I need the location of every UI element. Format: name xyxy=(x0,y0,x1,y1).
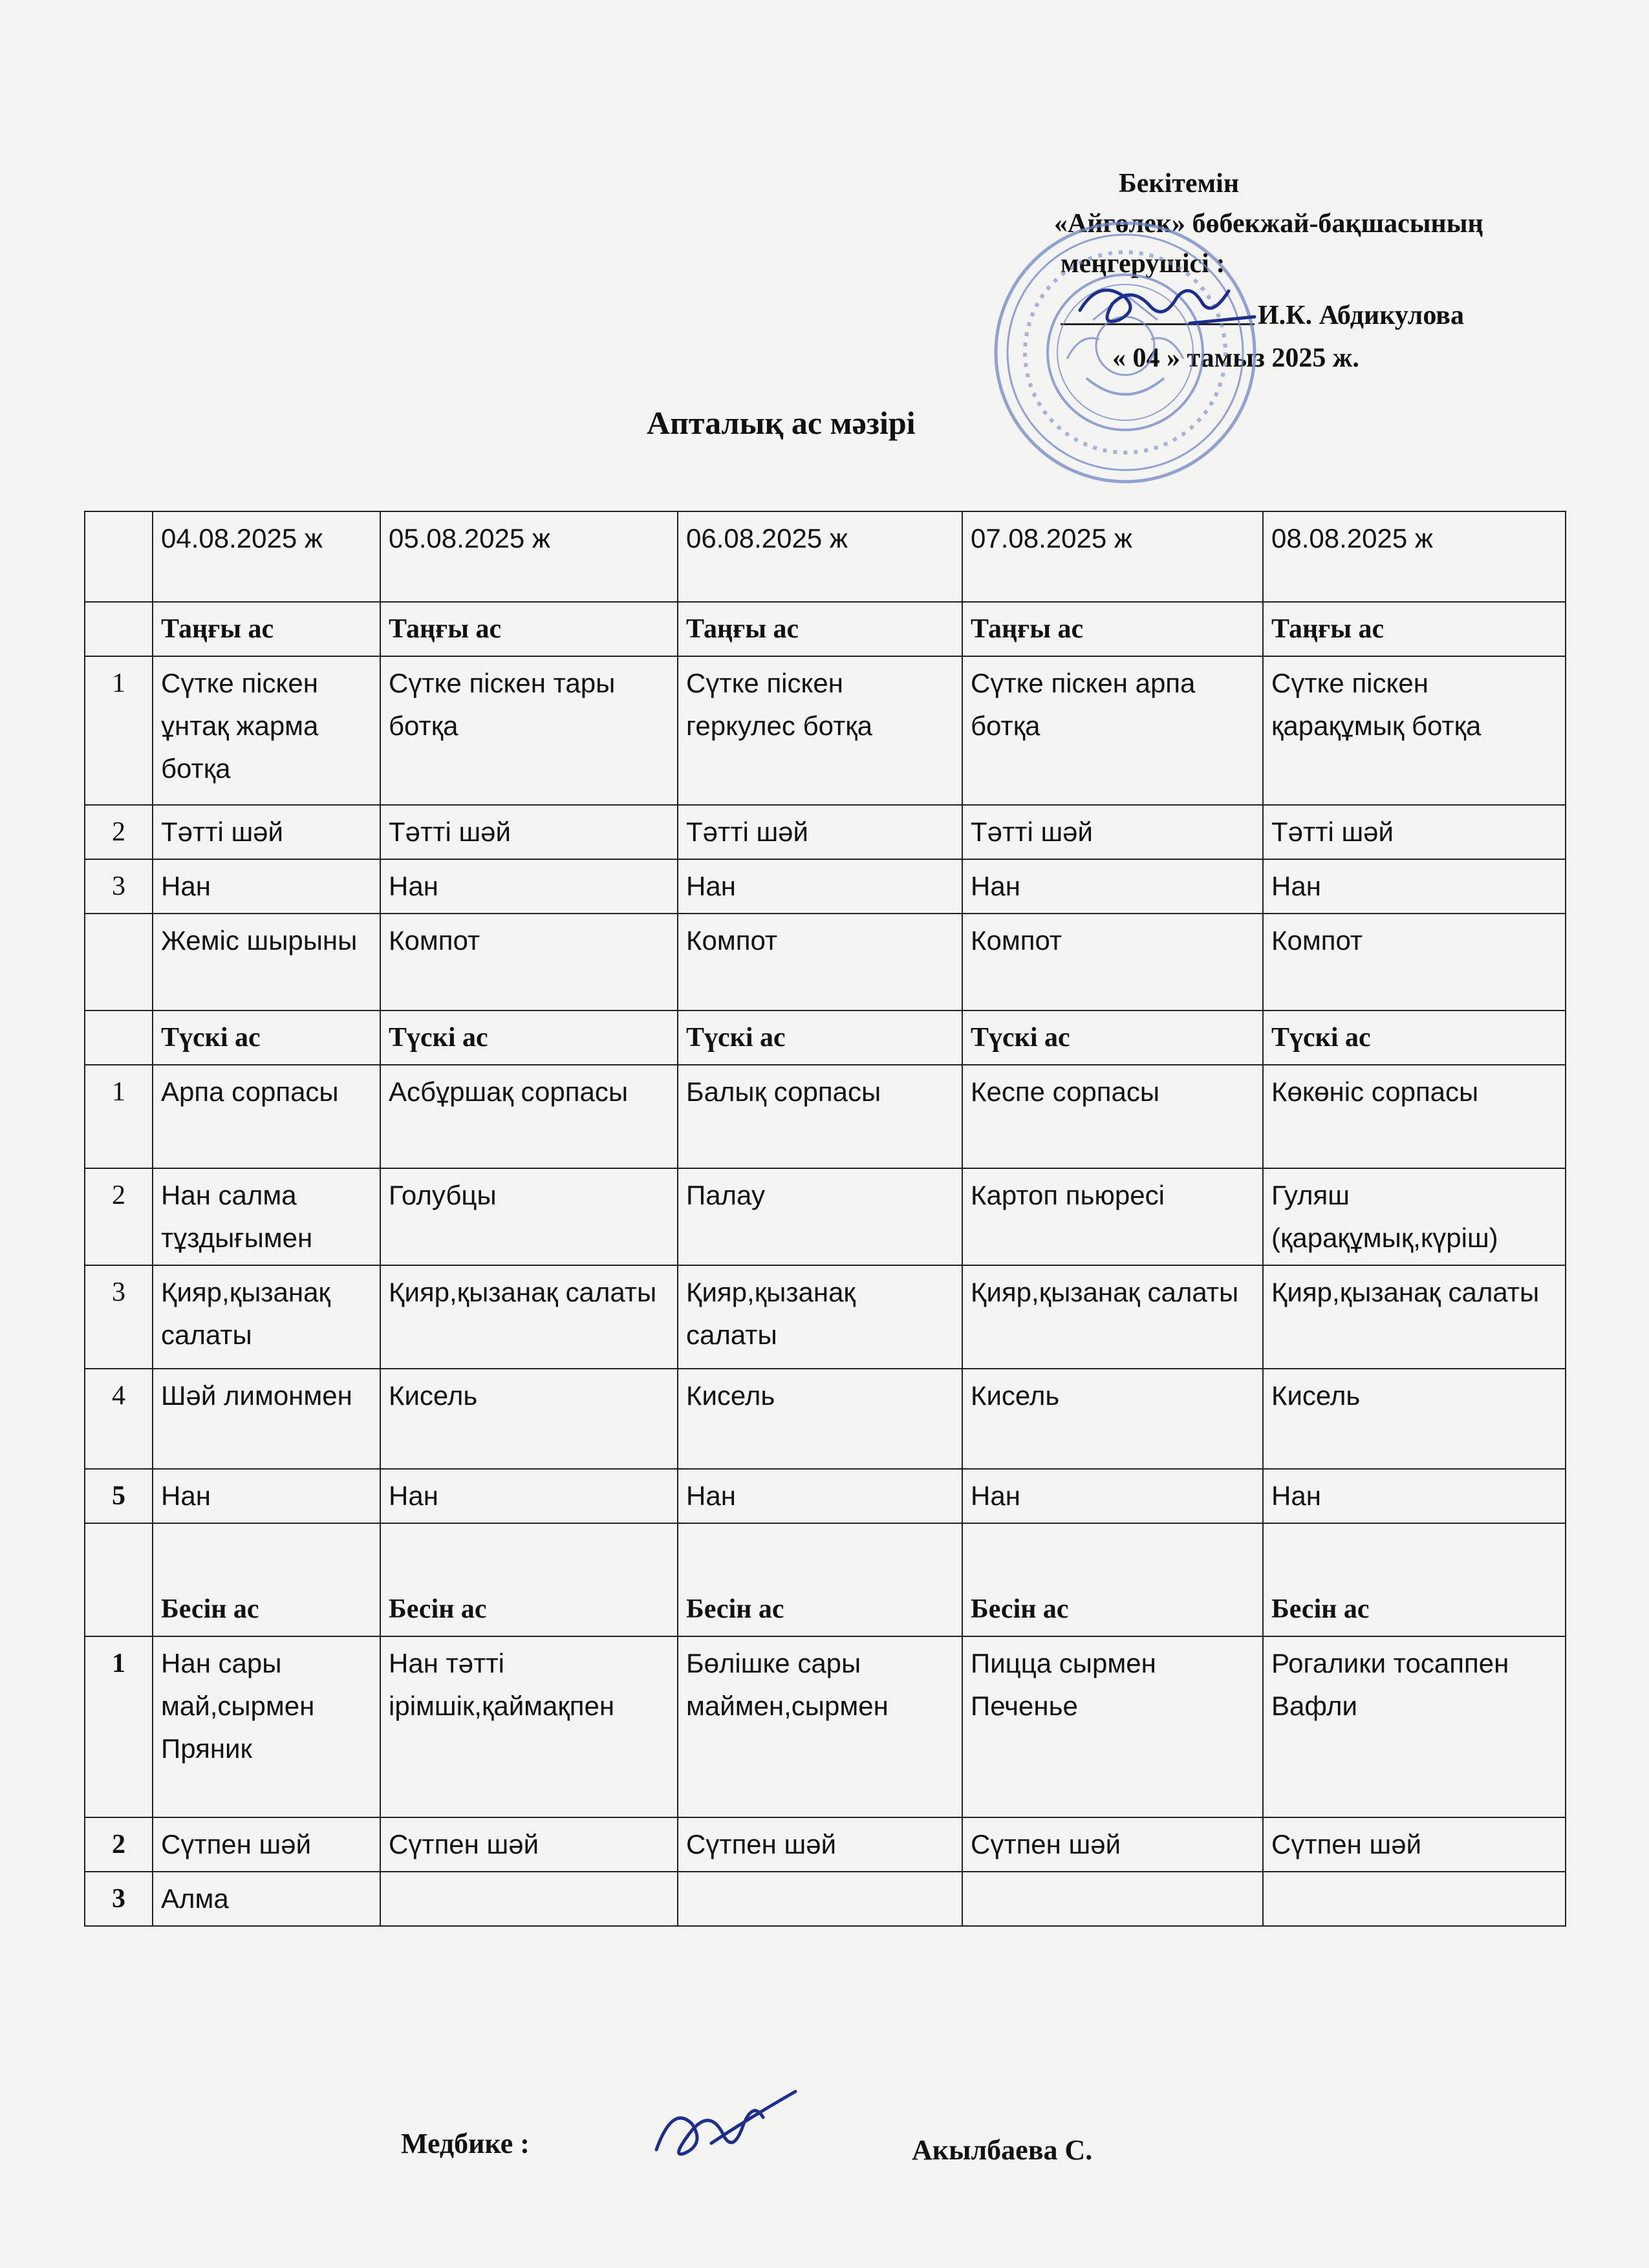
dish-cell: Қияр,қызанақ салаты xyxy=(678,1265,962,1369)
date-cell: 08.08.2025 ж xyxy=(1263,511,1566,602)
nurse-label: Медбике : xyxy=(401,2128,530,2159)
meal-name-cell: Таңғы ас xyxy=(153,602,380,656)
dish-cell: Палау xyxy=(678,1168,962,1265)
dish-cell: Кисель xyxy=(380,1369,678,1469)
dish-cell: Нан xyxy=(962,1469,1263,1523)
dish-cell: Сүтке піскен тары ботқа xyxy=(380,656,678,805)
date-cell: 05.08.2025 ж xyxy=(380,511,678,602)
nurse-signature-icon xyxy=(647,2079,802,2176)
meal-name-cell: Бесін ас xyxy=(678,1523,962,1636)
dish-cell: Сүтке піскен қарақұмық ботқа xyxy=(1263,656,1566,805)
weekly-menu-table xyxy=(84,511,1566,1927)
page-title: Апталық ас мәзірі xyxy=(647,405,916,441)
dish-cell: Асбұршақ сорпасы xyxy=(380,1065,678,1168)
dish-cell: Қияр,қызанақ салаты xyxy=(153,1265,380,1369)
dish-cell: Нан xyxy=(678,859,962,914)
dish-cell xyxy=(1263,1872,1566,1926)
dish-cell: Пицца сырмен Печенье xyxy=(962,1636,1263,1817)
dish-cell xyxy=(962,1872,1263,1926)
dish-cell: Қияр,қызанақ салаты xyxy=(1263,1265,1566,1369)
menu-row xyxy=(85,859,1566,914)
dish-cell: Кисель xyxy=(1263,1369,1566,1469)
menu-row xyxy=(85,1369,1566,1469)
dish-cell: Көкөніс сорпасы xyxy=(1263,1065,1566,1168)
dish-cell xyxy=(678,1872,962,1926)
date-cell: 07.08.2025 ж xyxy=(962,511,1263,602)
dish-cell: Балық сорпасы xyxy=(678,1065,962,1168)
menu-row xyxy=(85,1265,1566,1369)
dish-cell: Голубцы xyxy=(380,1168,678,1265)
dish-cell xyxy=(380,1872,678,1926)
date-cell: 06.08.2025 ж xyxy=(678,511,962,602)
dish-cell: Нан xyxy=(962,859,1263,914)
approval-heading: Бекітемін xyxy=(1119,169,1240,198)
dish-cell: Нан xyxy=(153,859,380,914)
dates-row xyxy=(85,511,1566,602)
meal-name-cell: Бесін ас xyxy=(1263,1523,1566,1636)
menu-row xyxy=(85,1817,1566,1872)
meal-name-cell: Түскі ас xyxy=(678,1011,962,1065)
dish-cell: Кисель xyxy=(678,1369,962,1469)
dish-cell: Тәтті шәй xyxy=(678,805,962,859)
dish-cell: Нан xyxy=(1263,1469,1566,1523)
meal-number-cell xyxy=(85,602,153,656)
dish-cell: Картоп пьюресі xyxy=(962,1168,1263,1265)
dish-cell: Тәтті шәй xyxy=(380,805,678,859)
meal-name-cell: Түскі ас xyxy=(1263,1011,1566,1065)
row-number: 2 xyxy=(85,1168,153,1265)
row-number: 1 xyxy=(85,1636,153,1817)
row-number: 2 xyxy=(85,805,153,859)
dish-cell: Тәтті шәй xyxy=(1263,805,1566,859)
corner-cell xyxy=(85,511,153,602)
dish-cell: Компот xyxy=(380,914,678,1011)
row-number: 4 xyxy=(85,1369,153,1469)
meal-name-cell: Таңғы ас xyxy=(1263,602,1566,656)
row-number: 1 xyxy=(85,656,153,805)
dish-cell: Гуляш (қарақұмық,күріш) xyxy=(1263,1168,1566,1265)
meal-header-row xyxy=(85,1011,1566,1065)
meal-name-cell: Бесін ас xyxy=(962,1523,1263,1636)
dish-cell: Сүтке піскен ұнтақ жарма ботқа xyxy=(153,656,380,805)
meal-name-cell: Түскі ас xyxy=(153,1011,380,1065)
menu-row xyxy=(85,1168,1566,1265)
meal-header-row xyxy=(85,1523,1566,1636)
row-number: 3 xyxy=(85,1265,153,1369)
row-number: 3 xyxy=(85,1872,153,1926)
dish-cell: Қияр,қызанақ салаты xyxy=(962,1265,1263,1369)
dish-cell: Кеспе сорпасы xyxy=(962,1065,1263,1168)
dish-cell: Сүтпен шәй xyxy=(153,1817,380,1872)
menu-row xyxy=(85,1872,1566,1926)
dish-cell: Рогалики тосаппен Вафли xyxy=(1263,1636,1566,1817)
meal-name-cell: Таңғы ас xyxy=(678,602,962,656)
dish-cell: Нан xyxy=(153,1469,380,1523)
meal-name-cell: Түскі ас xyxy=(380,1011,678,1065)
dish-cell: Компот xyxy=(1263,914,1566,1011)
approval-date: « 04 » тамыз 2025 ж. xyxy=(1112,343,1359,373)
dish-cell: Нан xyxy=(380,1469,678,1523)
dish-cell: Қияр,қызанақ салаты xyxy=(380,1265,678,1369)
dish-cell: Нан xyxy=(678,1469,962,1523)
director-signature-icon xyxy=(1073,272,1261,336)
dish-cell: Тәтті шәй xyxy=(962,805,1263,859)
dish-cell: Бөлішке сары маймен,сырмен xyxy=(678,1636,962,1817)
dish-cell: Нан xyxy=(380,859,678,914)
row-number: 2 xyxy=(85,1817,153,1872)
meal-name-cell: Түскі ас xyxy=(962,1011,1263,1065)
meal-name-cell: Бесін ас xyxy=(380,1523,678,1636)
dish-cell: Сүтпен шәй xyxy=(380,1817,678,1872)
dish-cell: Арпа сорпасы xyxy=(153,1065,380,1168)
dish-cell: Нан салма тұздығымен xyxy=(153,1168,380,1265)
official-seal-icon xyxy=(989,217,1261,488)
menu-row xyxy=(85,1636,1566,1817)
dish-cell: Алма xyxy=(153,1872,380,1926)
dish-cell: Компот xyxy=(962,914,1263,1011)
row-number: 1 xyxy=(85,1065,153,1168)
menu-row xyxy=(85,914,1566,1011)
dish-cell: Нан тәтті ірімшік,қаймақпен xyxy=(380,1636,678,1817)
menu-row xyxy=(85,656,1566,805)
dish-cell: Кисель xyxy=(962,1369,1263,1469)
kindergarten-name: «Айгөлек» бөбекжай-бақшасының xyxy=(1054,209,1483,239)
meal-header-row xyxy=(85,602,1566,656)
meal-number-cell xyxy=(85,1523,153,1636)
dish-cell: Сүтпен шәй xyxy=(962,1817,1263,1872)
director-title: меңгерушісі : xyxy=(1061,249,1225,279)
dish-cell: Сүтке піскен геркулес ботқа xyxy=(678,656,962,805)
meal-name-cell: Таңғы ас xyxy=(962,602,1263,656)
row-number: 5 xyxy=(85,1469,153,1523)
dish-cell: Тәтті шәй xyxy=(153,805,380,859)
dish-cell: Нан xyxy=(1263,859,1566,914)
dish-cell: Шәй лимонмен xyxy=(153,1369,380,1469)
dish-cell: Сүтпен шәй xyxy=(1263,1817,1566,1872)
row-number xyxy=(85,914,153,1011)
dish-cell: Компот xyxy=(678,914,962,1011)
meal-name-cell: Таңғы ас xyxy=(380,602,678,656)
nurse-name: Акылбаева С. xyxy=(912,2134,1093,2166)
menu-row xyxy=(85,805,1566,859)
row-number: 3 xyxy=(85,859,153,914)
meal-name-cell: Бесін ас xyxy=(153,1523,380,1636)
director-name: И.К. Абдикулова xyxy=(1258,301,1464,330)
dish-cell: Сүтке піскен арпа ботқа xyxy=(962,656,1263,805)
meal-number-cell xyxy=(85,1011,153,1065)
dish-cell: Сүтпен шәй xyxy=(678,1817,962,1872)
dish-cell: Жеміс шырыны xyxy=(153,914,380,1011)
date-cell: 04.08.2025 ж xyxy=(153,511,380,602)
dish-cell: Нан сары май,сырмен Пряник xyxy=(153,1636,380,1817)
menu-row xyxy=(85,1065,1566,1168)
menu-row xyxy=(85,1469,1566,1523)
